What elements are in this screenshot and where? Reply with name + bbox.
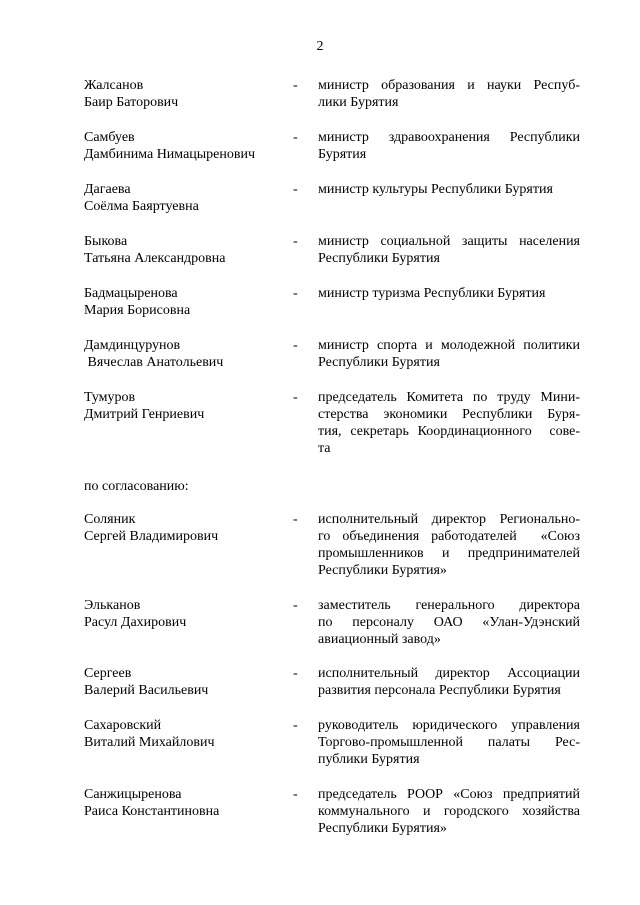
member-given-name: Вячеслав Анатольевич bbox=[84, 355, 224, 370]
member-surname: Жалсанов bbox=[84, 78, 144, 93]
member-role bbox=[318, 665, 580, 699]
role-line: Республики Бурятия bbox=[318, 355, 440, 370]
role-line: Республики Бурятия» bbox=[318, 563, 447, 578]
dash-separator: - bbox=[293, 512, 298, 527]
member-role bbox=[318, 597, 580, 648]
role-line: министр культуры Республики Бурятия bbox=[318, 182, 553, 197]
role-line: Торгово-промышленной палаты Рес- bbox=[318, 735, 580, 750]
member-surname: Соляник bbox=[84, 512, 136, 527]
member-name bbox=[84, 717, 284, 751]
role-line: авиационный завод» bbox=[318, 632, 441, 647]
member-given-name: Виталий Михайлович bbox=[84, 735, 215, 750]
role-line: председатель Комитета по труду Мини- bbox=[318, 390, 580, 405]
member-surname: Самбуев bbox=[84, 130, 135, 145]
role-line: исполнительный директор Ассоциации bbox=[318, 666, 580, 681]
member-role bbox=[318, 77, 580, 111]
member-name bbox=[84, 181, 284, 215]
member-role bbox=[318, 285, 580, 302]
member-name bbox=[84, 337, 284, 371]
role-line: руководитель юридического управления bbox=[318, 718, 580, 733]
member-given-name: Раиса Константиновна bbox=[84, 804, 220, 819]
agreement-label: по согласованию: bbox=[84, 479, 189, 494]
member-role bbox=[318, 389, 580, 457]
role-line: го объединения работодателей «Союз bbox=[318, 529, 580, 544]
member-role bbox=[318, 181, 580, 198]
role-line: председатель РООР «Союз предприятий bbox=[318, 787, 580, 802]
dash-separator: - bbox=[293, 787, 298, 802]
page-number: 2 bbox=[316, 39, 324, 54]
dash-separator: - bbox=[293, 598, 298, 613]
member-given-name: Соёлма Баяртуевна bbox=[84, 199, 199, 214]
member-given-name: Дамбинима Нимацыренович bbox=[84, 147, 256, 162]
role-line: Республики Бурятия» bbox=[318, 821, 447, 836]
role-line: заместитель генерального директора bbox=[318, 598, 580, 613]
role-line: Бурятия bbox=[318, 147, 367, 162]
member-surname: Тумуров bbox=[84, 390, 136, 405]
member-given-name: Дмитрий Генриевич bbox=[84, 407, 205, 422]
role-line: министр образования и науки Респуб- bbox=[318, 78, 580, 93]
role-line: та bbox=[318, 441, 331, 456]
dash-separator: - bbox=[293, 182, 298, 197]
member-surname: Бадмацыренова bbox=[84, 286, 178, 301]
member-name bbox=[84, 597, 284, 631]
member-surname: Дагаева bbox=[84, 182, 131, 197]
member-role bbox=[318, 337, 580, 371]
role-line: исполнительный директор Регионально- bbox=[318, 512, 580, 527]
member-surname: Дамдинцурунов bbox=[84, 338, 181, 353]
member-given-name: Татьяна Александровна bbox=[84, 251, 226, 266]
member-surname: Эльканов bbox=[84, 598, 141, 613]
member-surname: Санжицыренова bbox=[84, 787, 182, 802]
member-surname: Быкова bbox=[84, 234, 128, 249]
member-given-name: Валерий Васильевич bbox=[84, 683, 209, 698]
member-name bbox=[84, 233, 284, 267]
role-line: министр туризма Республики Бурятия bbox=[318, 286, 546, 301]
role-line: министр спорта и молодежной политики bbox=[318, 338, 580, 353]
role-line: публики Бурятия bbox=[318, 752, 420, 767]
role-line: тия, секретарь Координационного сове- bbox=[318, 424, 580, 439]
dash-separator: - bbox=[293, 718, 298, 733]
member-given-name: Мария Борисовна bbox=[84, 303, 191, 318]
role-line: промышленников и предпринимателей bbox=[318, 546, 580, 561]
member-surname: Сахаровский bbox=[84, 718, 162, 733]
role-line: по персоналу ОАО «Улан-Удэнский bbox=[318, 615, 580, 630]
member-name bbox=[84, 285, 284, 319]
role-line: Республики Бурятия bbox=[318, 251, 440, 266]
member-given-name: Расул Дахирович bbox=[84, 615, 187, 630]
member-role bbox=[318, 717, 580, 768]
member-name bbox=[84, 389, 284, 423]
member-surname: Сергеев bbox=[84, 666, 132, 681]
role-line: развития персонала Республики Бурятия bbox=[318, 683, 561, 698]
dash-separator: - bbox=[293, 390, 298, 405]
member-given-name: Сергей Владимирович bbox=[84, 529, 219, 544]
dash-separator: - bbox=[293, 286, 298, 301]
role-line: коммунального и городского хозяйства bbox=[318, 804, 580, 819]
member-name bbox=[84, 511, 284, 545]
role-line: министр социальной защиты населения bbox=[318, 234, 580, 249]
member-role bbox=[318, 129, 580, 163]
dash-separator: - bbox=[293, 338, 298, 353]
member-role bbox=[318, 511, 580, 579]
role-line: министр здравоохранения Республики bbox=[318, 130, 580, 145]
member-name bbox=[84, 129, 284, 163]
member-role bbox=[318, 233, 580, 267]
role-line: стерства экономики Республики Буря- bbox=[318, 407, 580, 422]
member-name bbox=[84, 786, 284, 820]
dash-separator: - bbox=[293, 666, 298, 681]
dash-separator: - bbox=[293, 234, 298, 249]
member-role bbox=[318, 786, 580, 837]
member-name bbox=[84, 77, 284, 111]
member-given-name: Баир Баторович bbox=[84, 95, 179, 110]
role-line: лики Бурятия bbox=[318, 95, 399, 110]
dash-separator: - bbox=[293, 78, 298, 93]
member-name bbox=[84, 665, 284, 699]
dash-separator: - bbox=[293, 130, 298, 145]
